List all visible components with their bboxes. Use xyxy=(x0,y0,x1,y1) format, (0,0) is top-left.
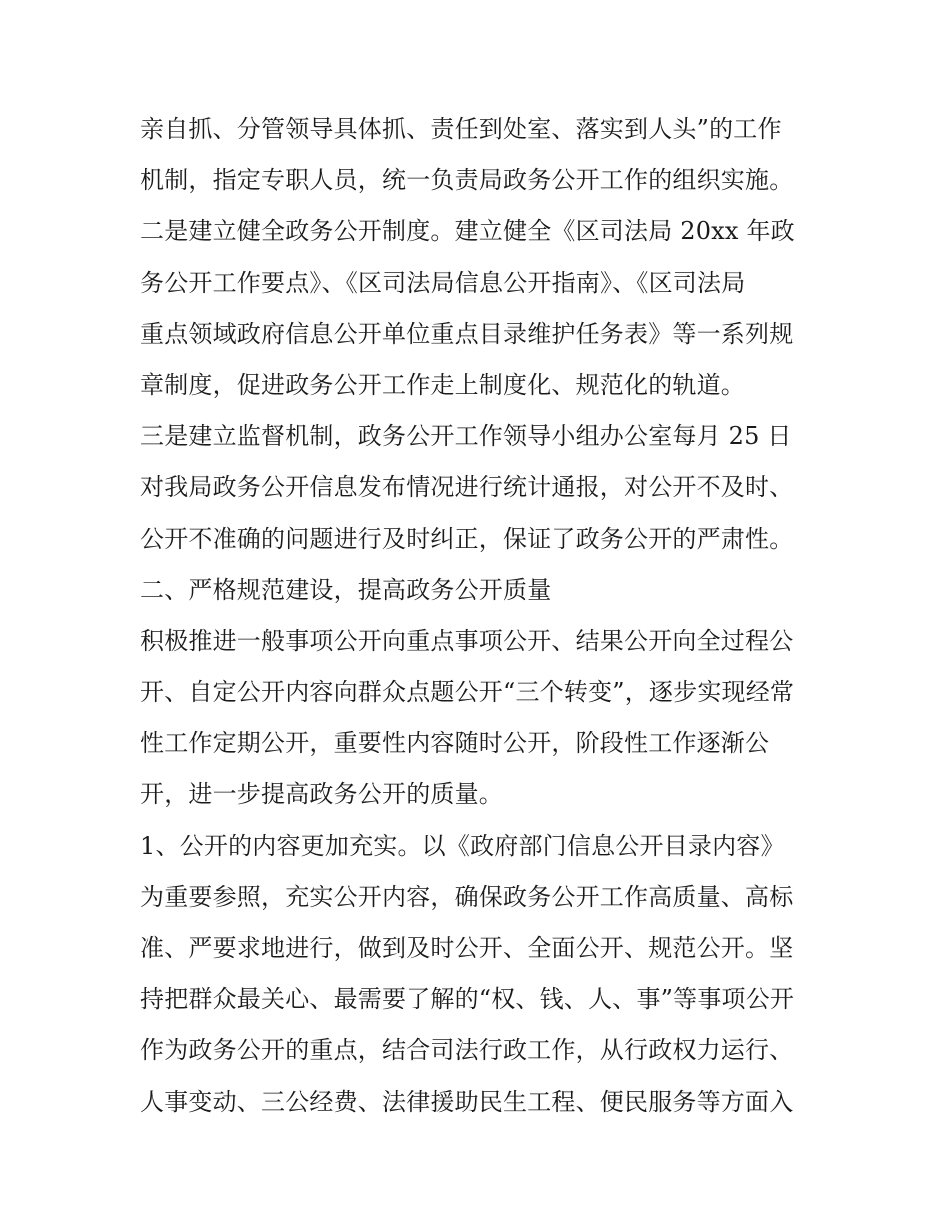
text-line: 章制度，促进政务公开工作走上制度化、规范化的轨道。 xyxy=(140,370,745,399)
text-line: 准、严要求地进行，做到及时公开、全面公开、规范公开。坚 xyxy=(140,934,794,962)
text-line: 开、自定公开内容向群众点题公开“三个转变”，逐步实现经常 xyxy=(140,678,795,707)
text-line: 机制，指定专职人员，统一负责局政务公开工作的组织实施。 xyxy=(140,166,794,195)
text-line: 公开不准确的问题进行及时纠正，保证了政务公开的严肃性。 xyxy=(140,524,794,553)
body-text xyxy=(140,104,820,1128)
text-line: 开，进一步提高政务公开的质量。 xyxy=(140,780,503,809)
text-line: 为重要参照，充实公开内容，确保政务公开工作高质量、高标 xyxy=(140,882,794,911)
text-line: 二是建立健全政务公开制度。建立健全《区司法局 20xx 年政 xyxy=(140,217,795,246)
text-line: 人事变动、三公经费、法律援助民生工程、便民服务等方面入 xyxy=(140,1087,794,1116)
text-line: 重点领域政府信息公开单位重点目录维护任务表》等一系列规 xyxy=(140,319,794,348)
text-line: 作为政务公开的重点，结合司法行政工作，从行政权力运行、 xyxy=(140,1036,794,1065)
text-line: 持把群众最关心、最需要了解的“权、钱、人、事”等事项公开 xyxy=(140,985,795,1014)
text-line: 务公开工作要点》、《区司法局信息公开指南》、《区司法局 xyxy=(140,268,746,297)
text-line: 性工作定期公开，重要性内容随时公开，阶段性工作逐渐公 xyxy=(140,729,770,758)
text-line: 亲自抓、分管领导具体抓、责任到处室、落实到人头”的工作 xyxy=(140,115,782,143)
text-line: 1、公开的内容更加充实。以《政府部门信息公开目录内容》 xyxy=(140,831,785,860)
text-line: 积极推进一般事项公开向重点事项公开、结果公开向全过程公 xyxy=(140,626,794,655)
section-heading: 二、严格规范建设，提高政务公开质量 xyxy=(140,575,552,604)
text-line: 对我局政务公开信息发布情况进行统计通报，对公开不及时、 xyxy=(140,473,794,502)
text-line: 三是建立监督机制，政务公开工作领导小组办公室每月 25 日 xyxy=(140,422,792,451)
